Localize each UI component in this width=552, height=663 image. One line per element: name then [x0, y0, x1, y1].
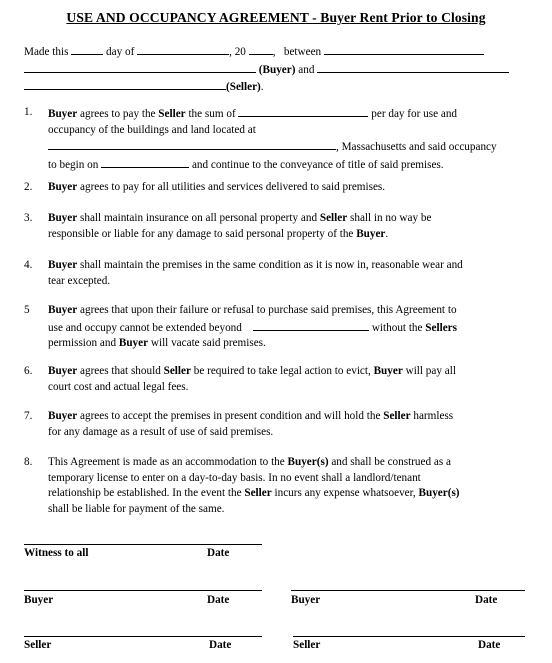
buyer-name-field[interactable]	[24, 61, 256, 73]
term-seller: Seller	[244, 487, 272, 499]
clause-text: permission and	[48, 337, 119, 349]
term-buyer: Buyer	[48, 365, 78, 377]
buyer-tag: (Buyer)	[258, 63, 296, 76]
clause-text: temporary license to enter on a day-to-day basis. In no event shall a landlord/tenant	[48, 471, 421, 484]
buyer-2-signature-line[interactable]	[291, 590, 525, 591]
year-label: , 20	[229, 46, 246, 58]
term-buyer: Buyer	[48, 108, 78, 120]
term-buyer: Buyer	[48, 181, 78, 193]
clause-number: 7.	[24, 410, 33, 422]
term-seller: Seller	[319, 212, 348, 224]
clause-text: shall maintain insurance on all personal property and	[77, 212, 320, 224]
term-buyer: Buyer	[373, 365, 403, 377]
clause-number: 1.	[24, 106, 33, 118]
buyer-1-signature-line[interactable]	[24, 590, 262, 591]
clause-text: for any damage as a result of use of said premises.	[48, 425, 274, 438]
year-field[interactable]	[249, 43, 273, 55]
clause-number: 8.	[24, 456, 33, 468]
clause-text: agrees that upon their failure or refusal to purchase said premises, this Agreement to	[77, 304, 457, 316]
clause-text: tear excepted.	[48, 274, 111, 287]
buyer-1-label: Buyer	[24, 594, 54, 606]
extension-date-field[interactable]	[253, 319, 369, 331]
seller-2-date-label: Date	[478, 639, 501, 651]
clause-text: shall maintain the premises in the same condition as it is now in, reasonable wear and	[77, 259, 463, 271]
term-buyers: Buyer(s)	[418, 487, 460, 499]
seller-1-label: Seller	[24, 639, 52, 651]
party-field-2[interactable]	[317, 61, 509, 73]
party-field-1[interactable]	[324, 43, 484, 55]
term-buyers: Buyer(s)	[287, 456, 329, 468]
clause-text: agrees to pay the	[77, 108, 159, 120]
clause-text: agrees that should	[77, 365, 164, 377]
clause-text: .	[385, 227, 389, 240]
clause-number: 2.	[24, 181, 33, 193]
witness-label: Witness to all	[24, 547, 89, 559]
seller-tag: (Seller)	[226, 81, 261, 93]
clause-text: responsible or liable for any damage to said personal property of the	[48, 227, 357, 240]
clause-number: 5	[24, 304, 30, 316]
clause-text: per day for use and	[371, 108, 458, 120]
intro-paragraph: Made this day of , 20 , between (Buyer) and (Seller).	[24, 43, 524, 96]
made-this-label: Made this	[24, 46, 69, 58]
term-buyer: Buyer	[48, 410, 78, 422]
clause-text: will pay all	[402, 365, 456, 377]
between-label: between	[283, 46, 322, 58]
witness-date-label: Date	[207, 547, 230, 559]
clause-text: relationship be established. In the event the	[48, 487, 245, 499]
clause-number: 6.	[24, 365, 33, 377]
clause-text: agrees to accept the premises in present condition and will hold the	[77, 410, 384, 422]
term-buyer: Buyer	[118, 337, 149, 349]
clause-text: and continue to the conveyance of title of said premises.	[191, 158, 444, 171]
clause-text: will vacate said premises.	[148, 337, 266, 349]
day-of-label: day of	[106, 46, 135, 58]
seller-name-field[interactable]	[24, 78, 226, 90]
clause-text: be required to take legal action to evict,	[190, 365, 374, 377]
and-label: and	[295, 63, 315, 76]
clause-text: use and occupy cannot be extended beyond	[48, 321, 242, 334]
term-buyer: Buyer	[356, 227, 386, 240]
clause-text: shall in no way be	[347, 212, 432, 224]
clause-text: without the	[371, 321, 426, 334]
daily-rate-field[interactable]	[238, 105, 368, 117]
seller-2-signature-line[interactable]	[293, 636, 525, 637]
seller-1-signature-line[interactable]	[24, 636, 262, 637]
term-buyer: Buyer	[48, 259, 78, 271]
term-sellers: Sellers	[425, 321, 457, 334]
buyer-2-label: Buyer	[291, 594, 321, 606]
term-buyer: Buyer	[48, 304, 78, 316]
start-date-field[interactable]	[101, 156, 189, 168]
term-seller: Seller	[383, 410, 411, 422]
term-buyer: Buyer	[48, 212, 78, 224]
clause-text: , Massachusetts and said occupancy	[336, 141, 497, 153]
day-field[interactable]	[71, 43, 103, 55]
seller-1-date-label: Date	[209, 639, 232, 651]
seller-2-label: Seller	[293, 639, 321, 651]
clause-text: harmless	[410, 410, 454, 422]
period: .	[260, 81, 264, 93]
month-field[interactable]	[137, 43, 229, 55]
term-seller: Seller	[163, 365, 191, 377]
buyer-1-date-label: Date	[207, 594, 230, 606]
clause-text: the sum of	[185, 108, 236, 120]
clause-text: This Agreement is made as an accommodation to the	[48, 456, 288, 468]
witness-signature-line[interactable]	[24, 544, 262, 545]
buyer-2-date-label: Date	[475, 594, 498, 606]
property-address-field[interactable]	[48, 138, 336, 150]
clause-text: agrees to pay for all utilities and services delivered to said premises.	[77, 181, 386, 193]
clause-text: occupancy of the buildings and land located at	[48, 123, 256, 136]
term-seller: Seller	[158, 108, 186, 120]
clause-text: to begin on	[48, 158, 99, 171]
clause-text: shall be liable for payment of the same.	[48, 502, 225, 515]
clause-number: 3.	[24, 212, 33, 224]
clause-text: court cost and actual legal fees.	[48, 380, 189, 393]
clause-number: 4.	[24, 259, 33, 271]
document-title: USE AND OCCUPANCY AGREEMENT - Buyer Rent Prior to Closing	[66, 10, 486, 25]
clause-text: and shall be construed as a	[328, 456, 451, 468]
clause-text: incurs any expense whatsoever,	[271, 487, 419, 499]
